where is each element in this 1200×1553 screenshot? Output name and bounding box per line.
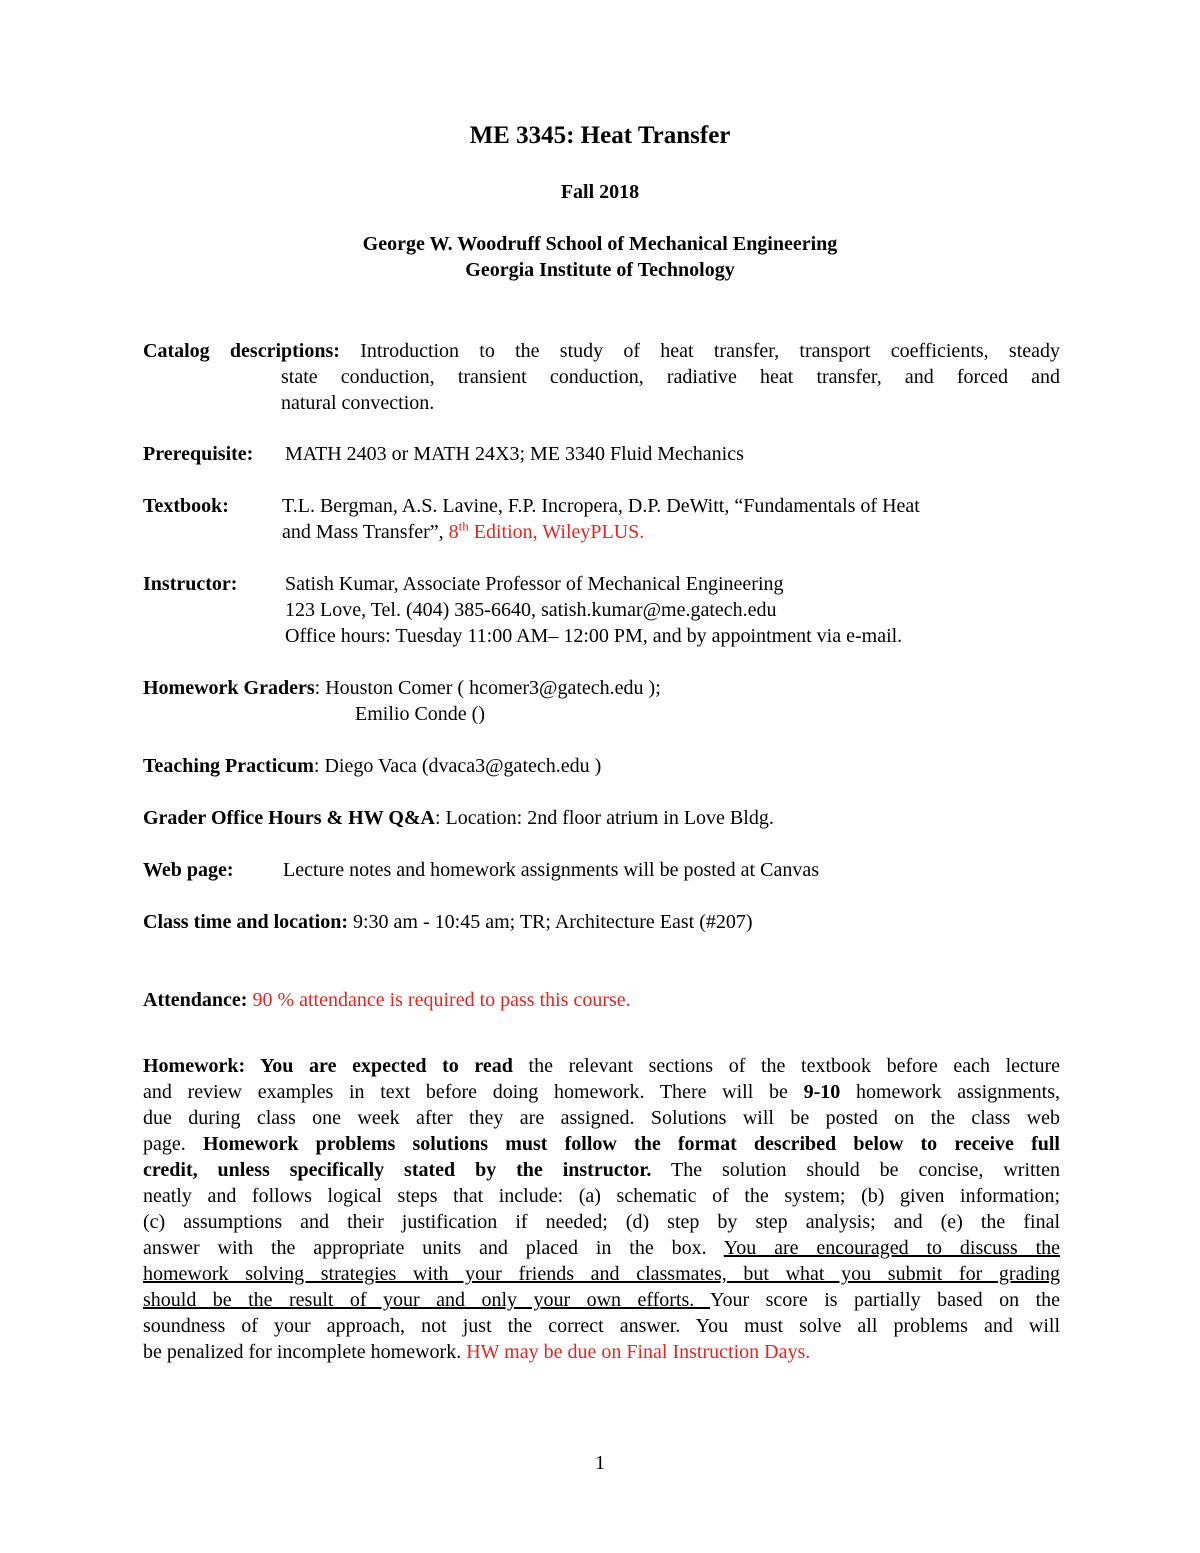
homework-l1-bold: You are expected to read <box>245 1055 513 1077</box>
homework-label: Homework: <box>143 1055 246 1077</box>
homework-l5-rest: The solution should be concise, written <box>651 1159 1060 1181</box>
school-name: George W. Woodruff School of Mechanical Engineering <box>362 233 838 255</box>
grader-hours-label: Grader Office Hours & HW Q&A <box>143 807 435 829</box>
attendance-text: 90 % attendance is required to pass this course. <box>247 989 631 1011</box>
webpage-label: Web page: <box>143 859 234 881</box>
catalog-line-2: state conduction, transient conduction, radiative heat transfer, and forced and <box>281 366 1060 388</box>
textbook-line-2 <box>282 519 644 545</box>
edition-rest: Edition, WileyPLUS. <box>468 521 645 543</box>
homework-line-12 <box>143 1339 1060 1365</box>
homework-line-7: (c) assumptions and their justification if needed; (d) step by step analysis; and (e) the final <box>143 1211 1060 1233</box>
homework-l4-start: page. <box>143 1133 203 1155</box>
graders-text-1: : Houston Comer ( hcomer3@gatech.edu ); <box>314 677 661 699</box>
homework-l1-rest: the relevant sections of the textbook before each lecture <box>512 1055 1061 1077</box>
homework-l12-start: be penalized for incomplete homework. <box>143 1341 467 1363</box>
classtime-label: Class time and location: <box>143 911 348 933</box>
page-title: ME 3345: Heat Transfer <box>469 122 731 149</box>
practicum-text: : Diego Vaca (dvaca3@gatech.edu ) <box>313 755 602 777</box>
webpage-text: Lecture notes and homework assignments will be posted at Canvas <box>283 859 819 881</box>
homework-line-4 <box>143 1131 1060 1157</box>
prerequisite-label: Prerequisite: <box>143 443 254 465</box>
edition-suffix: th <box>458 518 469 534</box>
graders-line-2: Emilio Conde () <box>355 703 485 725</box>
classtime-line <box>143 909 753 935</box>
instructor-line-2: 123 Love, Tel. (404) 385-6640, satish.kumar@me.gatech.edu <box>285 599 777 621</box>
homework-l10-underlined: should be the result of your and only your own efforts. <box>143 1289 711 1311</box>
homework-line-8 <box>143 1235 1060 1261</box>
homework-l8-underlined: You are encouraged to discuss the <box>723 1237 1061 1259</box>
homework-line-9 <box>143 1261 1060 1287</box>
instructor-label: Instructor: <box>143 573 238 595</box>
edition-number: 8 <box>448 521 459 543</box>
graders-line-1 <box>143 675 661 701</box>
attendance-label: Attendance: <box>143 989 248 1011</box>
attendance-line <box>143 987 631 1013</box>
catalog-line-3: natural convection. <box>281 392 435 414</box>
homework-line-3: due during class one week after they are assigned. Solutions will be posted on the class web <box>143 1107 1060 1129</box>
homework-l2-rest: homework assignments, <box>840 1081 1060 1103</box>
homework-count: 9-10 <box>803 1081 841 1103</box>
homework-due-note: HW may be due on Final Instruction Days. <box>466 1341 811 1363</box>
homework-l8-start: answer with the appropriate units and placed in the box. <box>143 1237 724 1259</box>
homework-line-10 <box>143 1287 1060 1313</box>
homework-line-1 <box>143 1053 1060 1079</box>
practicum-label: Teaching Practicum <box>143 755 314 777</box>
homework-l4-bold: Homework problems solutions must follow the format described below to receive full <box>202 1133 1060 1155</box>
textbook-label: Textbook: <box>143 495 229 517</box>
page-number: 1 <box>595 1452 605 1474</box>
homework-paragraph <box>143 1053 1060 1365</box>
homework-l10-rest: Your score is partially based on the <box>710 1289 1060 1311</box>
textbook-edition <box>448 518 645 543</box>
catalog-line-1 <box>143 338 1060 364</box>
practicum-line <box>143 753 601 779</box>
homework-l5-bold: credit, unless specifically stated by the instructor. <box>143 1159 652 1181</box>
grader-hours-text: : Location: 2nd floor atrium in Love Bldg. <box>435 807 774 829</box>
instructor-line-1: Satish Kumar, Associate Professor of Mechanical Engineering <box>285 573 784 595</box>
textbook-line-1: T.L. Bergman, A.S. Lavine, F.P. Incropera, D.P. DeWitt, “Fundamentals of Heat <box>282 495 920 517</box>
catalog-label: Catalog descriptions: <box>143 340 340 362</box>
grader-hours-line <box>143 805 774 831</box>
instructor-line-3: Office hours: Tuesday 11:00 AM– 12:00 PM, and by appointment via e-mail. <box>285 625 903 647</box>
textbook-line-2-text: and Mass Transfer”, <box>282 521 449 543</box>
homework-line-11: soundness of your approach, not just the correct answer. You must solve all problems and will <box>143 1315 1060 1337</box>
homework-l2: and review examples in text before doing homework. There will be <box>143 1081 804 1103</box>
classtime-text: 9:30 am - 10:45 am; TR; Architecture East (#207) <box>348 911 753 933</box>
term: Fall 2018 <box>560 181 640 203</box>
institute-name: Georgia Institute of Technology <box>465 259 735 281</box>
prerequisite-text: MATH 2403 or MATH 24X3; ME 3340 Fluid Mechanics <box>285 443 744 465</box>
graders-label: Homework Graders <box>143 677 315 699</box>
homework-line-5 <box>143 1157 1060 1183</box>
homework-l9-underlined: homework solving strategies with your friends and classmates, but what you submit for grading <box>143 1263 1060 1285</box>
catalog-text-1: Introduction to the study of heat transfer, transport coefficients, steady <box>360 340 1060 362</box>
homework-line-2 <box>143 1079 1060 1105</box>
homework-line-6: neatly and follows logical steps that include: (a) schematic of the system; (b) given information; <box>143 1185 1060 1207</box>
